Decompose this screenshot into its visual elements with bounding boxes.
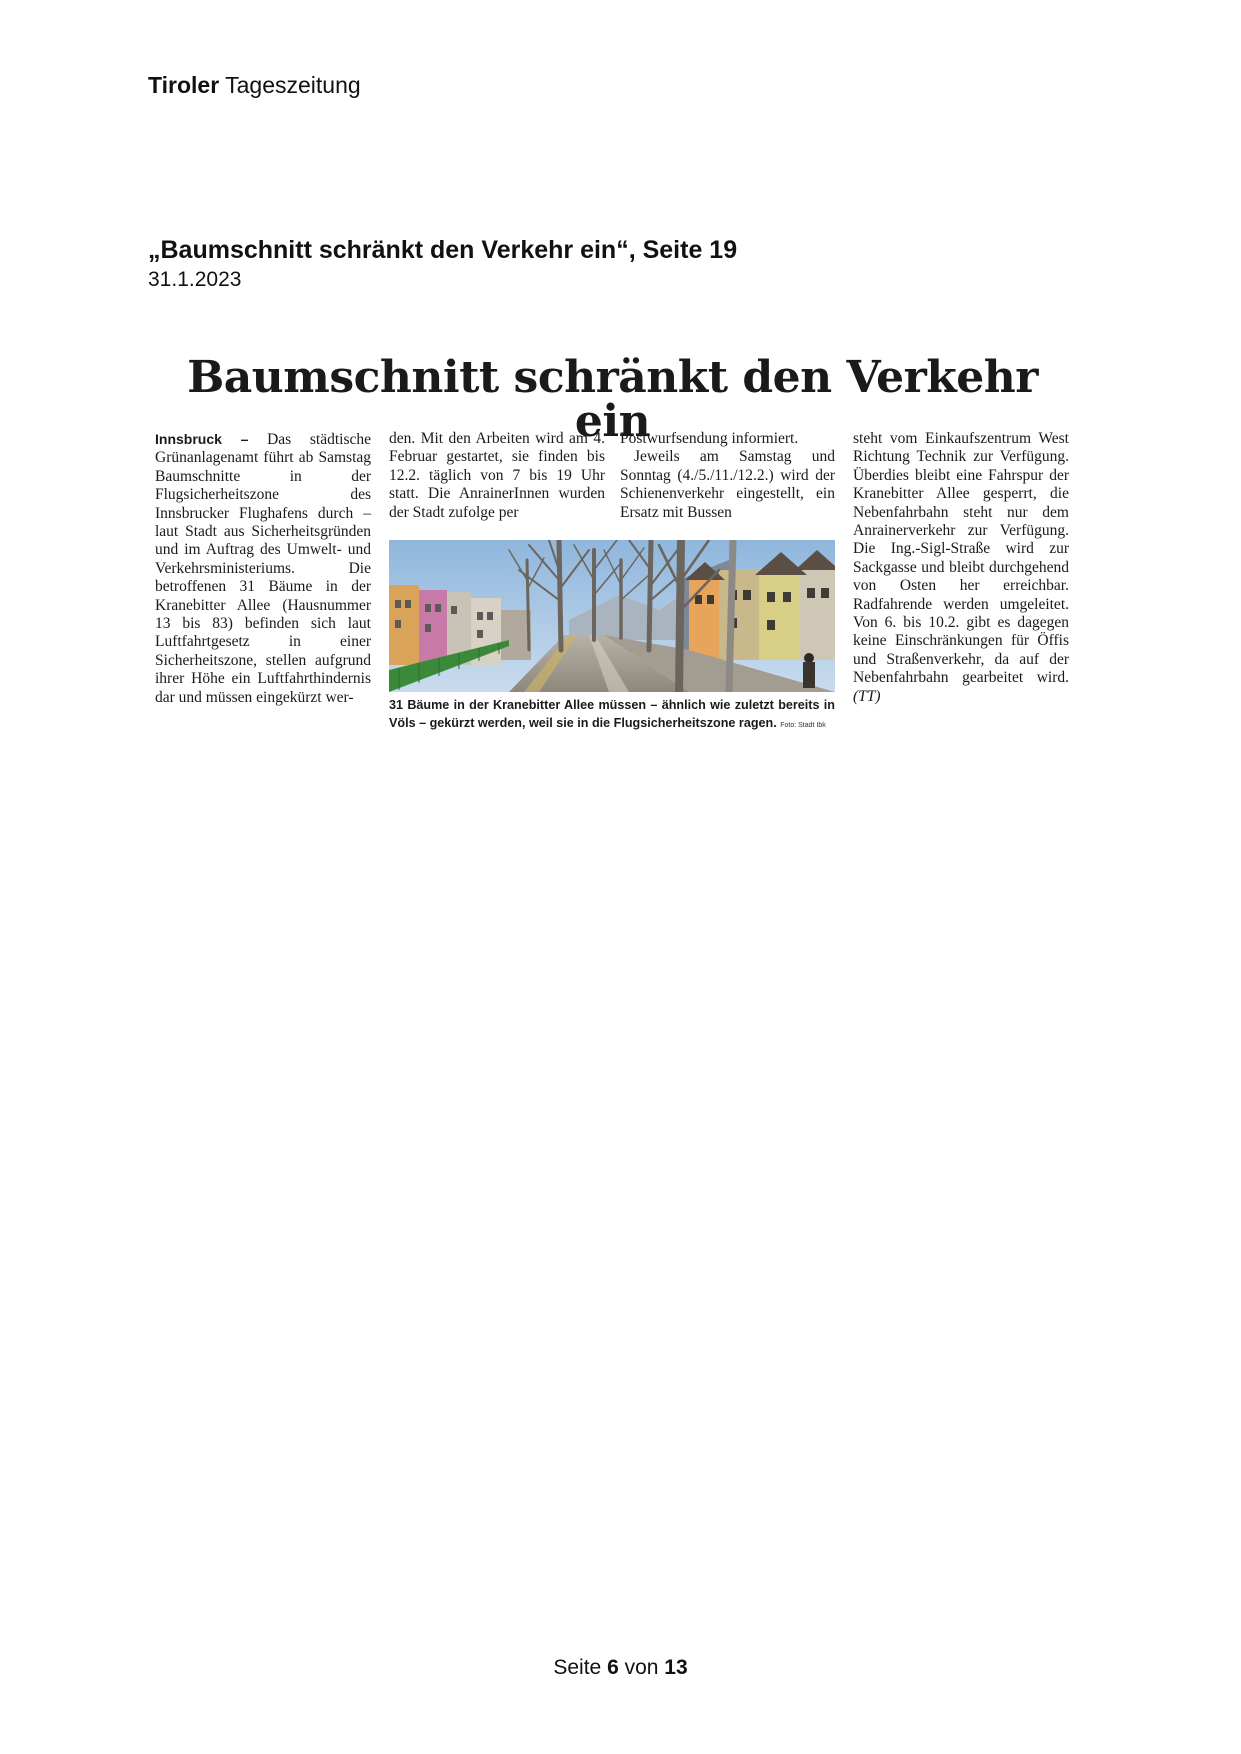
street-tree-photo <box>389 540 835 692</box>
clipping-date: 31.1.2023 <box>148 268 242 291</box>
article-column-3-text-a: Postwurfsendung informiert. <box>620 430 799 447</box>
page-footer <box>0 1656 1241 1680</box>
clipping-title: „Baumschnitt schränkt den Verkehr ein“, Seite 19 <box>148 236 738 264</box>
article-column-4-text: steht vom Einkaufszentrum West Richtung Technik zur Verfügung. Überdies bleibt eine Fahrspur der Kranebitter Allee gesperrt, die Nebenfahrbahn steht nur dem Anrainerverkehr zur Verfügung. Die Ing.-Sigl-Straße wird zur Sackgasse und bleibt durchgehend von Osten her erreichbar. Radfahrende werden umgeleitet. Von 6. bis 10.2. gibt es dagegen keine Einschränkungen für Öffis und Straßenverkehr, da auf der Nebenfahrbahn gearbeitet wird. <box>853 430 1069 687</box>
article-dateline: Innsbruck – <box>155 431 249 447</box>
photo-credit: Foto: Stadt Ibk <box>780 722 826 729</box>
article-signoff: (TT) <box>853 687 881 705</box>
photo-caption <box>389 696 835 735</box>
article-column-3-text-b: Jeweils am Samstag und Sonntag (4./5./11./12.2.) wird der Schienenverkehr eingestellt, ein Ersatz mit Bussen <box>620 448 835 521</box>
article-headline: Baumschnitt schränkt den Verkehr ein <box>187 352 1038 447</box>
article-photo <box>389 540 835 692</box>
footer-page-number: 6 <box>607 1656 619 1679</box>
article-column-2-text: den. Mit den Arbeiten wird am 4. Februar gestartet, sie finden bis 12.2. täglich von 7 bis 19 Uhr statt. Die AnrainerInnen wurden der Stadt zufolge per <box>389 430 605 521</box>
newspaper-article <box>155 352 1070 736</box>
article-column-4 <box>853 430 1069 706</box>
footer-total-pages: 13 <box>664 1656 688 1679</box>
publication-name <box>148 72 361 99</box>
article-column-3 <box>620 430 835 522</box>
footer-prefix: Seite <box>553 1656 602 1679</box>
article-column-1 <box>155 430 371 707</box>
footer-middle: von <box>624 1656 659 1679</box>
publication-name-bold: Tiroler <box>148 72 220 98</box>
publication-name-regular: Tageszeitung <box>225 72 361 98</box>
article-column-2 <box>389 430 605 522</box>
photo-caption-text: 31 Bäume in der Kranebitter Allee müssen – ähnlich wie zuletzt bereits in Völs – gekürzt werden, weil sie in die Flugsicherheitszone ragen. <box>389 698 835 730</box>
article-column-1-text: Das städtische Grünanlagenamt führt ab Samstag Baumschnitte in der Flugsicherheitszone des Innsbrucker Flughafens durch – laut Stadt aus Sicherheitsgründen und im Auftrag des Umwelt- und Verkehrsministeriums. Die betroffenen 31 Bäume in der Kranebitter Allee (Hausnummer 13 bis 83) befinden sich laut Luftfahrtgesetz in einer Sicherheitszone, stellen aufgrund ihrer Höhe ein Luftfahrthindernis dar und müssen eingekürzt wer- <box>155 431 371 706</box>
